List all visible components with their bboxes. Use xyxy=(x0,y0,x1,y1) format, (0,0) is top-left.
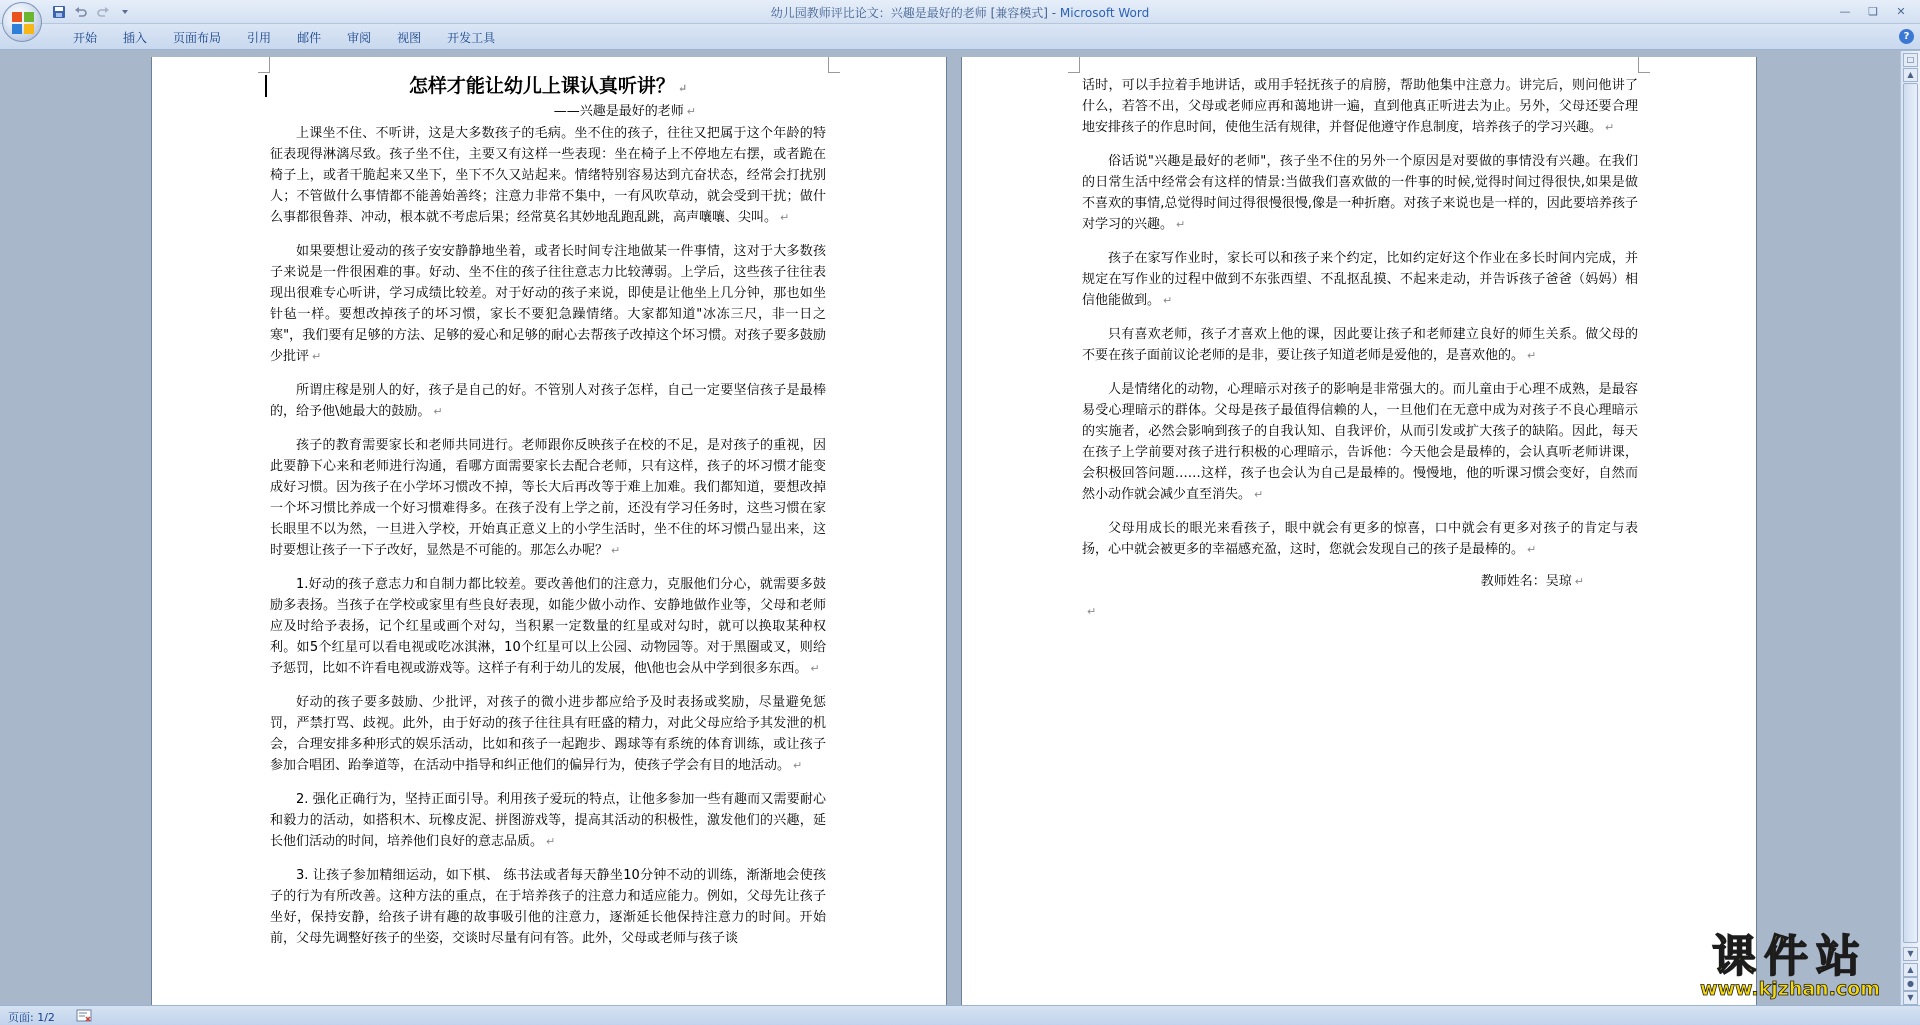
paragraph-mark-icon: ↵ xyxy=(1605,121,1615,134)
next-page-icon[interactable]: ▼ xyxy=(1903,991,1918,1005)
paragraph-text: 话时，可以手拉着手地讲话，或用手轻抚孩子的肩膀，帮助他集中注意力。讲完后，则问他讲了什么，若答不出，父母或老师应再和蔼地讲一遍，直到他真正听进去为止。另外，父母还要合理地安排孩子的作息时间，使他生活有规律，并督促他遵守作息制度，培养孩子的学习兴趣。 xyxy=(1082,78,1638,135)
restore-icon[interactable]: ❏ xyxy=(1868,4,1878,18)
paragraph xyxy=(270,435,826,561)
paragraph-mark-icon: ↵ xyxy=(1176,218,1186,231)
tab-home[interactable]: 开始 xyxy=(73,31,98,45)
tab-references[interactable]: 引用 xyxy=(247,31,272,45)
paragraph-mark-icon: ↵ xyxy=(1574,575,1584,588)
paragraph-text: 如果要想让爱动的孩子安安静静地坐着，或者长时间专注地做某一件事情，这对于大多数孩子来说是一件很困难的事。好动、坐不住的孩子往往意志力比较薄弱。上学后，这些孩子往往表现出很难专心听讲，学习成绩比较差。对于好动的孩子来说，即使是让他坐上几分钟，那也如坐针毡一样。要想改掉孩子的坏习惯，家长不要犯急躁情绪。大家都知道"冰冻三尺，非一日之寒"，我们要有足够的方法、足够的爱心和足够的耐心去帮孩子改掉这个坏习惯。对孩子要多鼓励少批评 xyxy=(270,244,826,364)
paragraph-mark-icon: ↵ xyxy=(686,105,696,118)
signature-text: 教师姓名：吴琼 xyxy=(1480,574,1572,589)
document-subtitle xyxy=(270,102,826,122)
document-area[interactable] xyxy=(0,51,1900,1005)
watermark-text: 课件站 xyxy=(1712,931,1868,982)
paragraph-text: 3. 让孩子参加精细运动，如下棋、 练书法或者每天静坐10分钟不动的训练，渐渐地会使孩子的行为有所改善。这种方法的重点，在于培养孩子的注意力和适应能力。例如，父母先让孩子坐好，保持安静，给孩子讲有趣的故事吸引他的注意力，逐渐延长他保持注意力的时间。开始前，父母先调整好孩子的坐姿，交谈时尽量有问有答。此外，父母或老师与孩子谈 xyxy=(270,868,826,946)
scrollbar-thumb[interactable] xyxy=(1903,83,1918,943)
paragraph-mark-icon: ↵ xyxy=(312,350,322,363)
paragraph-mark-icon: ↵ xyxy=(1254,488,1264,501)
document-title xyxy=(270,73,826,102)
paragraph-mark-icon: ↵ xyxy=(1087,605,1097,618)
paragraph-mark-icon: ↵ xyxy=(793,759,803,772)
paragraph-text: 父母用成长的眼光来看孩子，眼中就会有更多的惊喜，口中就会有更多对孩子的肯定与表扬，心中就会被更多的幸福感充盈，这时，您就会发现自己的孩子是最棒的。 xyxy=(1082,521,1638,557)
office-logo-icon xyxy=(11,11,35,35)
app-name: Microsoft Word xyxy=(1059,6,1150,20)
paragraph-mark-icon: ↵ xyxy=(677,82,688,95)
watermark-url: www.kjzhan.com xyxy=(1699,978,1881,1000)
tab-review[interactable]: 审阅 xyxy=(347,31,372,45)
paragraph-text: 孩子在家写作业时，家长可以和孩子来个约定，比如约定好这个作业在多长时间内完成，并规定在写作业的过程中做到不东张西望、不乱抠乱摸、不起来走动，并告诉孩子爸爸（妈妈）相信他能做到。 xyxy=(1082,251,1638,308)
paragraph xyxy=(270,380,826,422)
paragraph-mark-icon: ↵ xyxy=(1163,294,1173,307)
crop-mark xyxy=(258,57,270,73)
select-browse-object-icon[interactable]: ● xyxy=(1903,977,1918,991)
paragraph-text: 上课坐不住、不听讲，这是大多数孩子的毛病。坐不住的孩子，往往又把属于这个年龄的特征表现得淋漓尽致。孩子坐不住，主要又有这样一些表现：坐在椅子上不停地左右摆，或者跪在椅子上，或者干脆起来又坐下，坐下不久又站起来。情绪特别容易达到亢奋状态，经常会打扰别人；不管做什么事情都不能善始善终；注意力非常不集中，一有风吹草动，就会受到干扰；做什么事都很鲁莽、冲动，根本就不考虑后果；经常莫名其妙地乱跑乱跳，高声嚷嚷、尖叫。 xyxy=(270,126,826,225)
proofing-status-icon[interactable] xyxy=(76,1009,92,1022)
signature xyxy=(1082,571,1638,592)
previous-page-icon[interactable]: ▲ xyxy=(1903,963,1918,977)
paragraph-text: 孩子的教育需要家长和老师共同进行。老师跟你反映孩子在校的不足，是对孩子的重视，因此要静下心来和老师进行沟通，看哪方面需要家长去配合老师，只有这样，孩子的坏习惯才能变成好习惯。因为孩子在小学坏习惯改不掉，等长大后再改等于难上加难。我们都知道，要想改掉一个坏习惯比养成一个好习惯难得多。在孩子没有上学之前，还没有学习任务时，这些习惯在家长眼里不以为然，一旦进入学校，开始真正意义上的小学生活时，坐不住的坏习惯凸显出来，这时要想让孩子一下子改好，显然是不可能的。那怎么办呢？ xyxy=(270,438,826,558)
paragraph-mark-icon: ↵ xyxy=(546,835,556,848)
title-bar xyxy=(0,0,1920,24)
paragraph-text: 人是情绪化的动物，心理暗示对孩子的影响是非常强大的。而儿童由于心理不成熟，是最容易受心理暗示的群体。父母是孩子最值得信赖的人，一旦他们在无意中成为对孩子不良心理暗示的实施者，必然会影响到孩子的自我认知、自我评价，从而引发或扩大孩子的缺陷。因此，每天在孩子上学前要对孩子进行积极的心理暗示，告诉他：今天他会是最棒的，会认真听老师讲课，会积极回答问题……这样，孩子也会认为自己是最棒的。慢慢地，他的听课习惯会变好，自然而然小动作就会减少直至消失。 xyxy=(1082,382,1638,502)
ruler-toggle-icon[interactable]: □ xyxy=(1903,53,1918,67)
paragraph xyxy=(1082,518,1638,560)
paragraph xyxy=(270,692,826,776)
paragraph xyxy=(270,123,826,228)
empty-paragraph xyxy=(1082,601,1638,622)
document-title-text: 怎样才能让幼儿上课认真听讲？ xyxy=(408,75,675,97)
document-name: 幼儿园教师评比论文：兴趣是最好的老师 [兼容模式] - xyxy=(770,6,1060,20)
paragraph xyxy=(1082,151,1638,235)
paragraph-mark-icon: ↵ xyxy=(780,211,790,224)
tab-view[interactable]: 视图 xyxy=(397,31,422,45)
paragraph-mark-icon: ↵ xyxy=(433,405,443,418)
tab-insert[interactable]: 插入 xyxy=(123,31,148,45)
page-1-content xyxy=(270,71,826,962)
text-cursor xyxy=(265,75,267,97)
ribbon xyxy=(0,24,1920,50)
paragraph-text: 好动的孩子要多鼓励、少批评，对孩子的微小进步都应给予及时表扬或奖励，尽量避免惩罚，严禁打骂、歧视。此外，由于好动的孩子往往具有旺盛的精力，对此父母应给予其发泄的机会，合理安排多种形式的娱乐活动，比如和孩子一起跑步、踢球等有系统的体育训练，或让孩子参加合唱团、跆拳道等，在活动中指导和纠正他们的偏异行为，使孩子学会有目的地活动。 xyxy=(270,695,826,773)
paragraph xyxy=(270,789,826,852)
crop-mark xyxy=(1068,57,1080,73)
paragraph-text: 所谓庄稼是别人的好，孩子是自己的好。不管别人对孩子怎样，自己一定要坚信孩子是最棒的，给予他\她最大的鼓励。 xyxy=(270,383,826,419)
window-title xyxy=(0,4,1920,21)
paragraph-text: 2. 强化正确行为，坚持正面引导。利用孩子爱玩的特点，让他多参加一些有趣而又需要耐心和毅力的活动，如搭积木、玩橡皮泥、拼图游戏等，提高其活动的积极性，激发他们的兴趣，延长他们活动的时间，培养他们良好的意志品质。 xyxy=(270,792,826,849)
paragraph xyxy=(1082,248,1638,311)
minimize-icon[interactable]: — xyxy=(1839,4,1851,18)
paragraph-text: 只有喜欢老师，孩子才喜欢上他的课，因此要让孩子和老师建立良好的师生关系。做父母的不要在孩子面前议论老师的是非，要让孩子知道老师是爱他的，是喜欢他的。 xyxy=(1082,327,1638,363)
tab-mailings[interactable]: 邮件 xyxy=(297,31,322,45)
paragraph xyxy=(1082,379,1638,505)
tab-developer[interactable]: 开发工具 xyxy=(447,31,496,45)
scroll-up-icon[interactable]: ▲ xyxy=(1903,68,1918,82)
close-icon[interactable]: ✕ xyxy=(1896,4,1906,18)
paragraph xyxy=(270,574,826,679)
crop-mark xyxy=(828,57,840,73)
paragraph-text: 1.好动的孩子意志力和自制力都比较差。要改善他们的注意力，克服他们分心，就需要多鼓励多表扬。当孩子在学校或家里有些良好表现，如能少做小动作、安静地做作业等，父母和老师应及时给予表扬，记个红星或画个对勾，当积累一定数量的红星或对勾时，就可以换取某种权利。如5个红星可以看电视或吃冰淇淋，10个红星可以上公园、动物园等。对于黑圈或叉，则给予惩罚，比如不许看电视或游戏等。这样子有利于幼儿的发展，他\他也会从中学到很多东西。 xyxy=(270,577,826,676)
status-bar xyxy=(0,1005,1920,1025)
paragraph-text: 俗话说"兴趣是最好的老师"，孩子坐不住的另外一个原因是对要做的事情没有兴趣。在我们的日常生活中经常会有这样的情景:当做我们喜欢做的一件事的时候,觉得时间过得很快,如果是做不喜欢的事情,总觉得时间过得很慢很慢,像是一种折磨。对孩子来说也是一样的，因此要培养孩子对学习的兴趣。 xyxy=(1082,154,1638,232)
ribbon-tabs xyxy=(60,29,508,47)
scroll-down-icon[interactable]: ▼ xyxy=(1903,947,1918,961)
office-button[interactable] xyxy=(2,2,42,42)
paragraph xyxy=(1082,324,1638,366)
paragraph xyxy=(1082,75,1638,138)
crop-mark xyxy=(1638,57,1650,73)
page-count[interactable]: 页面: 1/2 xyxy=(8,1011,55,1024)
document-page-2[interactable] xyxy=(962,57,1756,1005)
document-page-1[interactable] xyxy=(152,57,946,1005)
vertical-scrollbar[interactable] xyxy=(1900,51,1920,1005)
paragraph-mark-icon: ↵ xyxy=(810,662,820,675)
paragraph-mark-icon: ↵ xyxy=(611,544,621,557)
watermark-logo xyxy=(1672,925,1908,1001)
help-icon[interactable]: ? xyxy=(1899,29,1914,44)
page-2-content xyxy=(1082,75,1638,622)
paragraph-mark-icon: ↵ xyxy=(1527,543,1537,556)
tab-page-layout[interactable]: 页面布局 xyxy=(173,31,222,45)
subtitle-text: ——兴趣是最好的老师 xyxy=(553,104,684,119)
window-controls xyxy=(1832,2,1914,20)
paragraph xyxy=(270,241,826,367)
paragraph-mark-icon: ↵ xyxy=(1527,349,1537,362)
paragraph xyxy=(270,865,826,949)
